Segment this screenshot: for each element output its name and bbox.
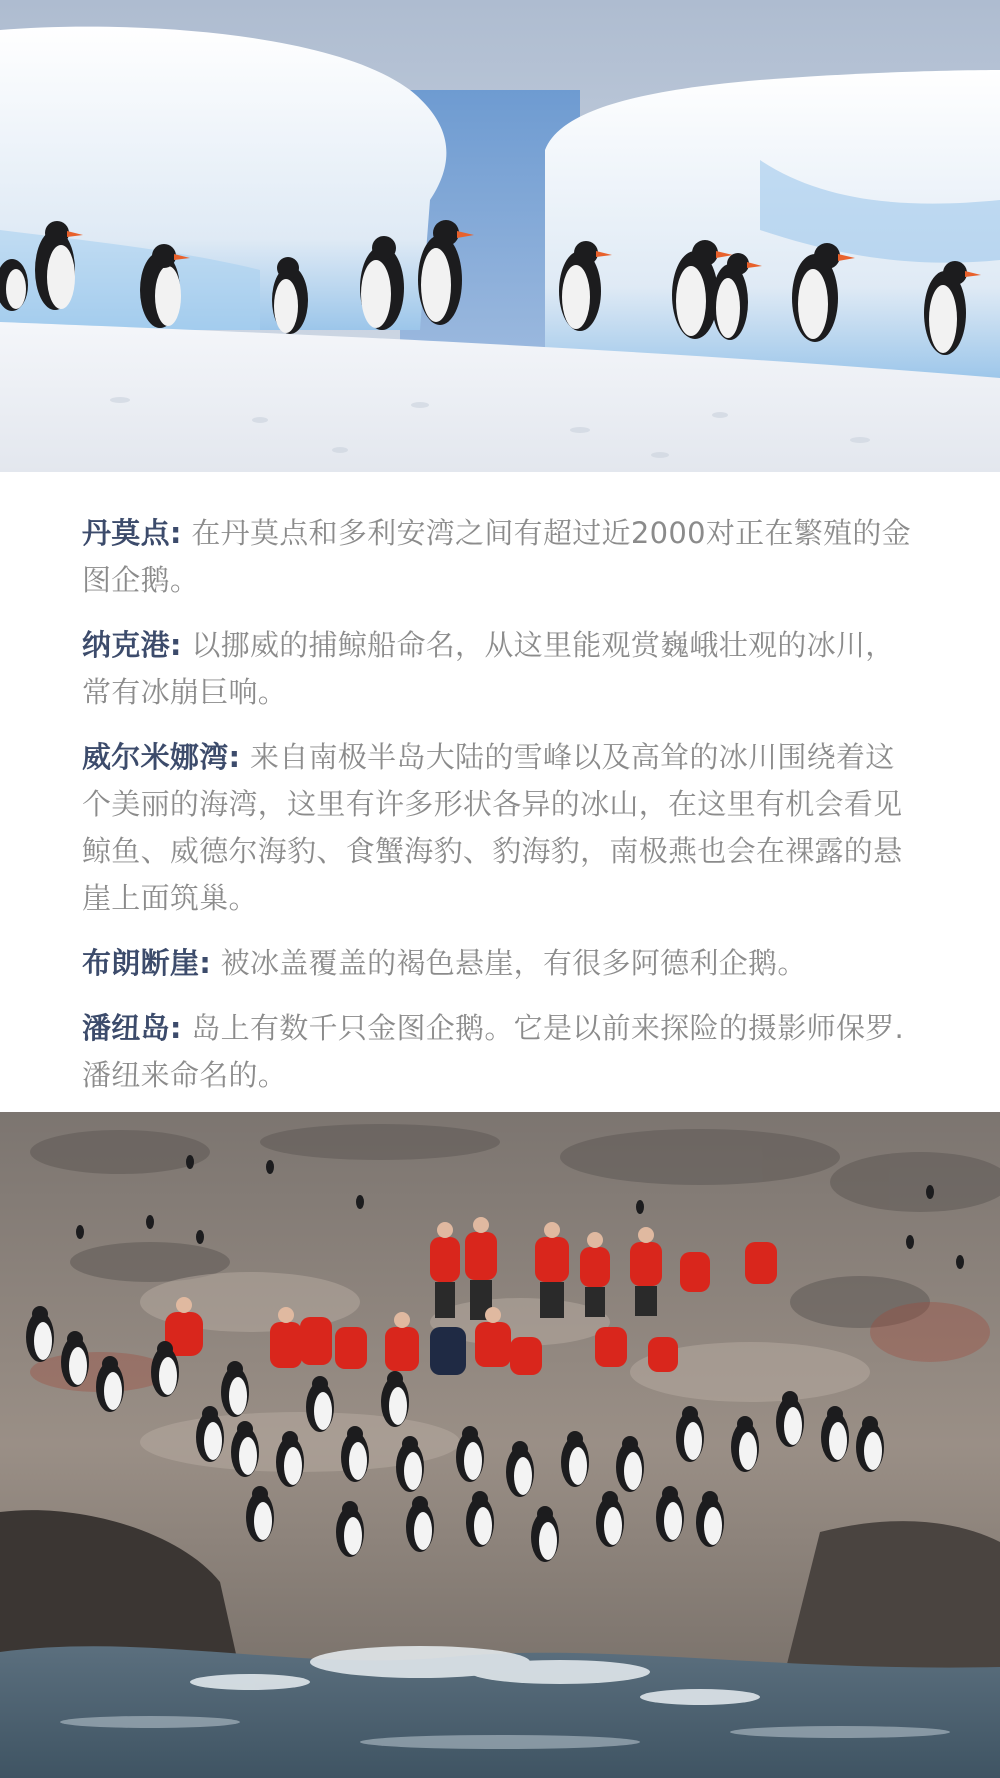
- entry-title: 丹莫点: [82, 516, 170, 550]
- entry-neko-harbor: [82, 622, 920, 716]
- entry-colon: :: [169, 628, 182, 662]
- penguins-on-ice-illustration: [0, 0, 1000, 472]
- destinations-text: [0, 472, 1000, 1112]
- penguin-colony-photo: [0, 1112, 1000, 1778]
- entry-title: 威尔米娜湾: [82, 740, 229, 774]
- entry-description: 岛上有数千只金图企鹅。它是以前来探险的摄影师保罗.潘纽来命名的。: [82, 1011, 905, 1092]
- entry-colon: :: [199, 946, 212, 980]
- entry-brown-bluff: [82, 940, 920, 987]
- entry-danco-point: [82, 510, 920, 604]
- entry-colon: :: [169, 1011, 182, 1045]
- entry-title: 纳克港: [82, 628, 170, 662]
- entry-title: 布朗断崖: [82, 946, 200, 980]
- entry-description: 来自南极半岛大陆的雪峰以及高耸的冰川围绕着这个美丽的海湾，这里有许多形状各异的冰山，在这里有机会看见鲸鱼、威德尔海豹、食蟹海豹、豹海豹，南极燕也会在裸露的悬崖上面筑巢。: [82, 740, 903, 915]
- entry-petermann-island: [82, 1005, 920, 1099]
- entry-description: 被冰盖覆盖的褐色悬崖，有很多阿德利企鹅。: [220, 946, 807, 980]
- entry-description: 在丹莫点和多利安湾之间有超过近2000对正在繁殖的金图企鹅。: [82, 516, 911, 597]
- entry-description: 以挪威的捕鲸船命名，从这里能观赏巍峨壮观的冰川，常有冰崩巨响。: [82, 628, 895, 709]
- entry-title: 潘纽岛: [82, 1011, 170, 1045]
- entry-colon: :: [228, 740, 241, 774]
- penguins-on-ice-photo: [0, 0, 1000, 472]
- entry-colon: :: [169, 516, 182, 550]
- penguin-colony-illustration: [0, 1112, 1000, 1778]
- entry-wilhelmina-bay: [82, 734, 920, 922]
